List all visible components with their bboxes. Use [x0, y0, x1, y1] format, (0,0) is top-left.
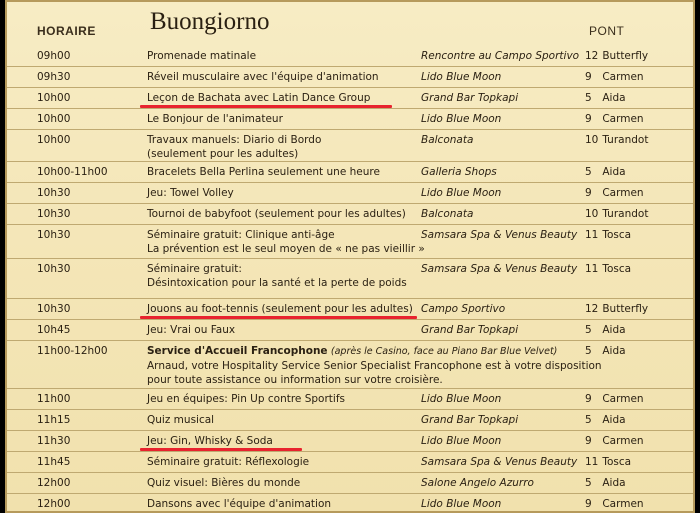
schedule-row	[7, 341, 695, 389]
activity-line: Réveil musculaire avec l'équipe d'animation	[147, 71, 379, 83]
activity-line: Quiz visuel: Bières du monde	[147, 477, 301, 489]
schedule-row	[7, 320, 695, 341]
page-title: Buongiorno	[150, 8, 270, 35]
schedule-row	[7, 46, 695, 67]
row-deck	[585, 413, 695, 427]
row-location: Balconata	[421, 208, 474, 220]
deck-number: 11	[585, 263, 599, 275]
deck-name: Aida	[602, 414, 626, 426]
row-time: 10h00	[37, 113, 71, 125]
row-deck	[585, 434, 695, 448]
activity-line: pour toute assistance ou information sur votre croisière.	[147, 374, 443, 386]
deck-name: Turandot	[602, 134, 649, 146]
row-deck	[585, 186, 695, 200]
deck-name: Tosca	[602, 229, 632, 241]
highlight-underline	[140, 448, 302, 451]
activity-line: Séminaire gratuit: Clinique anti-âge	[147, 229, 335, 241]
deck-number: 5	[585, 345, 592, 357]
deck-name: Carmen	[602, 113, 644, 125]
row-time: 10h30	[37, 229, 71, 241]
row-location: Samsara Spa & Venus Beauty	[421, 456, 578, 468]
deck-number: 11	[585, 229, 599, 241]
deck-name: Turandot	[602, 208, 649, 220]
activity-line: Tournoi de babyfoot (seulement pour les adultes)	[147, 208, 406, 220]
deck-name: Aida	[602, 345, 626, 357]
activity-line: Jeu: Gin, Whisky & Soda	[147, 435, 273, 447]
row-location: Lido Blue Moon	[421, 498, 502, 510]
activity-line: Jouons au foot-tennis (seulement pour les adultes)	[147, 303, 413, 315]
activity-line: Séminaire gratuit:	[147, 263, 242, 275]
deck-name: Carmen	[602, 71, 644, 83]
deck-number: 5	[585, 166, 592, 178]
schedule-row	[7, 473, 695, 494]
row-location: Grand Bar Topkapi	[421, 92, 519, 104]
activity-line: Leçon de Bachata avec Latin Dance Group	[147, 92, 371, 104]
schedule-row	[7, 225, 695, 259]
row-time: 11h30	[37, 435, 71, 447]
deck-name: Carmen	[602, 435, 644, 447]
row-deck	[585, 323, 695, 337]
deck-name: Carmen	[602, 187, 644, 199]
deck-name: Tosca	[602, 263, 632, 275]
row-activity	[147, 344, 602, 387]
row-time: 11h00-12h00	[37, 345, 108, 357]
activity-location-note: (après le Casino, face au Piano Bar Blue Velvet)	[330, 346, 558, 357]
deck-number: 5	[585, 414, 592, 426]
activity-line: Jeu: Vrai ou Faux	[147, 324, 236, 336]
row-location: Lido Blue Moon	[421, 113, 502, 125]
deck-number: 10	[585, 208, 599, 220]
deck-name: Butterfly	[602, 50, 649, 62]
schedule-row	[7, 299, 695, 320]
row-time: 10h30	[37, 208, 71, 220]
row-time: 10h45	[37, 324, 71, 336]
schedule-sheet	[5, 0, 695, 513]
deck-number: 5	[585, 324, 592, 336]
row-time: 11h15	[37, 414, 71, 426]
row-deck	[585, 165, 695, 179]
column-header-pont: PONT	[589, 24, 625, 38]
row-time: 10h00-11h00	[37, 166, 108, 178]
schedule-row	[7, 183, 695, 204]
activity-line: La prévention est le seul moyen de « ne pas vieillir »	[147, 243, 425, 255]
deck-name: Aida	[602, 92, 626, 104]
row-time: 12h00	[37, 498, 71, 510]
deck-number: 5	[585, 477, 592, 489]
schedule-row	[7, 259, 695, 299]
activity-line: Travaux manuels: Diario di Bordo	[147, 134, 322, 146]
row-location: Lido Blue Moon	[421, 435, 502, 447]
deck-number: 11	[585, 456, 599, 468]
deck-name: Aida	[602, 477, 626, 489]
schedule-row	[7, 204, 695, 225]
deck-number: 9	[585, 393, 592, 405]
activity-line: Promenade matinale	[147, 50, 257, 62]
activity-line: Quiz musical	[147, 414, 215, 426]
deck-number: 12	[585, 50, 599, 62]
row-location: Lido Blue Moon	[421, 393, 502, 405]
row-deck	[585, 497, 695, 511]
deck-name: Butterfly	[602, 303, 649, 315]
activity-line: Arnaud, votre Hospitality Service Senior Specialist Francophone est à votre disposition	[147, 360, 602, 372]
row-time: 11h45	[37, 456, 71, 468]
activity-line: Jeu en équipes: Pin Up contre Sportifs	[147, 393, 345, 405]
deck-number: 9	[585, 113, 592, 125]
deck-name: Aida	[602, 166, 626, 178]
deck-number: 12	[585, 303, 599, 315]
deck-number: 9	[585, 435, 592, 447]
deck-number: 9	[585, 187, 592, 199]
row-time: 09h30	[37, 71, 71, 83]
row-deck	[585, 112, 695, 126]
deck-number: 5	[585, 92, 592, 104]
row-location: Lido Blue Moon	[421, 187, 502, 199]
row-deck	[585, 133, 695, 147]
row-deck	[585, 344, 695, 358]
row-location: Samsara Spa & Venus Beauty	[421, 263, 578, 275]
row-location: Balconata	[421, 134, 474, 146]
highlight-underline	[140, 105, 392, 108]
highlight-underline	[140, 316, 417, 319]
row-deck	[585, 207, 695, 221]
row-time: 10h30	[37, 187, 71, 199]
schedule-row	[7, 494, 695, 513]
row-time: 11h00	[37, 393, 71, 405]
row-deck	[585, 70, 695, 84]
row-time: 10h30	[37, 303, 71, 315]
row-location: Galleria Shops	[421, 166, 497, 178]
schedule-row	[7, 431, 695, 452]
row-location: Grand Bar Topkapi	[421, 324, 519, 336]
column-header-horaire: HORAIRE	[37, 24, 96, 38]
row-time: 10h00	[37, 134, 71, 146]
row-deck	[585, 302, 695, 316]
activity-line: Le Bonjour de l'animateur	[147, 113, 283, 125]
row-time: 10h00	[37, 92, 71, 104]
row-deck	[585, 49, 695, 63]
row-location: Samsara Spa & Venus Beauty	[421, 229, 578, 241]
row-time: 09h00	[37, 50, 71, 62]
activity-line: Dansons avec l'équipe d'animation	[147, 498, 332, 510]
schedule-row	[7, 88, 695, 109]
schedule-row	[7, 452, 695, 473]
row-deck	[585, 455, 695, 469]
activity-line: Jeu: Towel Volley	[147, 187, 234, 199]
row-location: Grand Bar Topkapi	[421, 414, 519, 426]
schedule-row	[7, 109, 695, 130]
deck-number: 9	[585, 498, 592, 510]
schedule-row	[7, 67, 695, 88]
activity-line: Séminaire gratuit: Réflexologie	[147, 456, 310, 468]
deck-number: 10	[585, 134, 599, 146]
row-time: 12h00	[37, 477, 71, 489]
row-location: Salone Angelo Azurro	[421, 477, 534, 489]
deck-name: Aida	[602, 324, 626, 336]
schedule-row	[7, 130, 695, 162]
row-time: 10h30	[37, 263, 71, 275]
deck-number: 9	[585, 71, 592, 83]
deck-name: Tosca	[602, 456, 632, 468]
schedule-row	[7, 162, 695, 183]
row-location: Lido Blue Moon	[421, 71, 502, 83]
schedule-row	[7, 410, 695, 431]
row-deck	[585, 262, 695, 276]
deck-name: Carmen	[602, 393, 644, 405]
activity-line: Bracelets Bella Perlina seulement une heure	[147, 166, 380, 178]
schedule-row	[7, 389, 695, 410]
deck-name: Carmen	[602, 498, 644, 510]
row-deck	[585, 392, 695, 406]
row-location: Rencontre au Campo Sportivo	[421, 50, 580, 62]
row-deck	[585, 91, 695, 105]
row-location: Campo Sportivo	[421, 303, 506, 315]
activity-title: Service d'Accueil Francophone	[147, 345, 328, 357]
row-deck	[585, 476, 695, 490]
activity-line: Désintoxication pour la santé et la perte de poids	[147, 277, 407, 289]
row-deck	[585, 228, 695, 242]
activity-line: (seulement pour les adultes)	[147, 148, 299, 160]
